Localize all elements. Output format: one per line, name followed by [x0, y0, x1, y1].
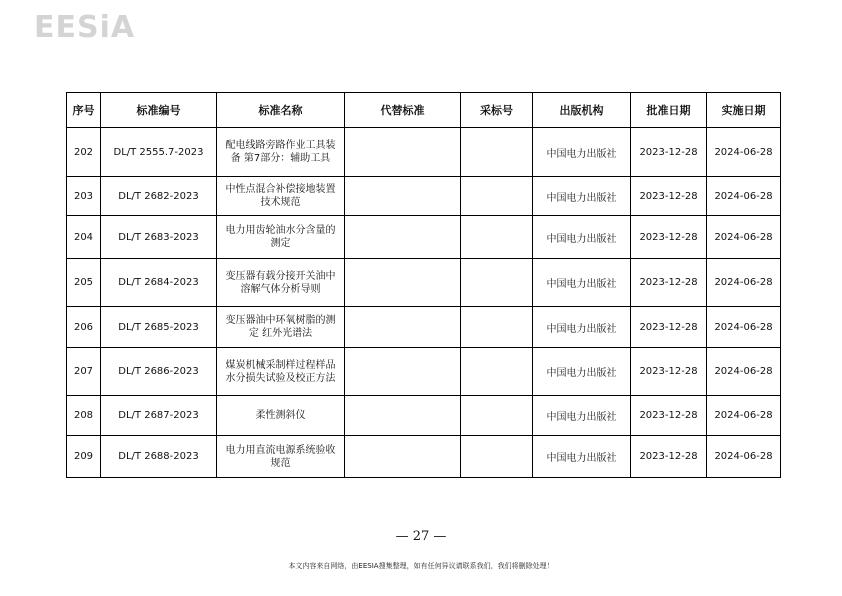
footer-disclaimer: 本文内容来自网络，由EESIA搜集整理，如有任何异议请联系我们，我们将删除处理！ — [288, 562, 554, 570]
cell-replaces — [345, 259, 461, 307]
cell-code: DL/T 2688-2023 — [101, 436, 217, 478]
cell-effective: 2024-06-28 — [707, 396, 781, 436]
cell-publisher: 中国电力出版社 — [533, 396, 631, 436]
cell-replaces — [345, 396, 461, 436]
header-approved: 批准日期 — [631, 93, 707, 128]
cell-no: 209 — [67, 436, 101, 478]
page-number: — 27 — — [395, 529, 447, 544]
cell-approved: 2023-12-28 — [631, 436, 707, 478]
cell-effective: 2024-06-28 — [707, 177, 781, 216]
cell-no: 208 — [67, 396, 101, 436]
header-effective: 实施日期 — [707, 93, 781, 128]
cell-name: 中性点混合补偿接地装置技术规范 — [217, 177, 345, 216]
table-row — [67, 396, 781, 436]
cell-name: 变压器有载分接开关油中溶解气体分析导则 — [217, 259, 345, 307]
cell-no: 205 — [67, 259, 101, 307]
table-row — [67, 307, 781, 348]
cell-replaces — [345, 436, 461, 478]
cell-publisher: 中国电力出版社 — [533, 259, 631, 307]
table-row — [67, 177, 781, 216]
cell-adopted — [461, 348, 533, 396]
cell-code: DL/T 2686-2023 — [101, 348, 217, 396]
header-code: 标准编号 — [101, 93, 217, 128]
cell-name: 变压器油中环氧树脂的测定 红外光谱法 — [217, 307, 345, 348]
eesia-logo: EESiA — [34, 10, 136, 45]
cell-code: DL/T 2687-2023 — [101, 396, 217, 436]
cell-name: 电力用齿轮油水分含量的测定 — [217, 216, 345, 259]
cell-code: DL/T 2555.7-2023 — [101, 128, 217, 177]
cell-name: 电力用直流电源系统验收规范 — [217, 436, 345, 478]
cell-code: DL/T 2683-2023 — [101, 216, 217, 259]
cell-name: 煤炭机械采制样过程样品水分损失试验及校正方法 — [217, 348, 345, 396]
table-row — [67, 436, 781, 478]
cell-no: 206 — [67, 307, 101, 348]
cell-adopted — [461, 216, 533, 259]
table-row — [67, 348, 781, 396]
cell-code: DL/T 2685-2023 — [101, 307, 217, 348]
cell-effective: 2024-06-28 — [707, 259, 781, 307]
cell-replaces — [345, 216, 461, 259]
cell-effective: 2024-06-28 — [707, 128, 781, 177]
table-header-row — [67, 93, 781, 128]
cell-publisher: 中国电力出版社 — [533, 307, 631, 348]
cell-adopted — [461, 307, 533, 348]
table-row — [67, 259, 781, 307]
cell-code: DL/T 2684-2023 — [101, 259, 217, 307]
table-row — [67, 128, 781, 177]
cell-publisher: 中国电力出版社 — [533, 216, 631, 259]
cell-replaces — [345, 348, 461, 396]
cell-no: 202 — [67, 128, 101, 177]
cell-effective: 2024-06-28 — [707, 436, 781, 478]
cell-effective: 2024-06-28 — [707, 307, 781, 348]
cell-adopted — [461, 128, 533, 177]
cell-publisher: 中国电力出版社 — [533, 128, 631, 177]
cell-approved: 2023-12-28 — [631, 307, 707, 348]
cell-no: 207 — [67, 348, 101, 396]
cell-replaces — [345, 128, 461, 177]
cell-approved: 2023-12-28 — [631, 216, 707, 259]
cell-approved: 2023-12-28 — [631, 396, 707, 436]
cell-no: 203 — [67, 177, 101, 216]
cell-publisher: 中国电力出版社 — [533, 348, 631, 396]
cell-code: DL/T 2682-2023 — [101, 177, 217, 216]
table-row — [67, 216, 781, 259]
cell-adopted — [461, 396, 533, 436]
cell-approved: 2023-12-28 — [631, 128, 707, 177]
header-publisher: 出版机构 — [533, 93, 631, 128]
standards-table — [66, 92, 781, 478]
cell-approved: 2023-12-28 — [631, 177, 707, 216]
cell-adopted — [461, 177, 533, 216]
cell-publisher: 中国电力出版社 — [533, 436, 631, 478]
cell-effective: 2024-06-28 — [707, 216, 781, 259]
cell-adopted — [461, 436, 533, 478]
cell-adopted — [461, 259, 533, 307]
cell-name: 配电线路旁路作业工具装备 第7部分：辅助工具 — [217, 128, 345, 177]
header-no: 序号 — [67, 93, 101, 128]
cell-replaces — [345, 307, 461, 348]
header-replaces: 代替标准 — [345, 93, 461, 128]
header-name: 标准名称 — [217, 93, 345, 128]
cell-effective: 2024-06-28 — [707, 348, 781, 396]
cell-approved: 2023-12-28 — [631, 348, 707, 396]
cell-no: 204 — [67, 216, 101, 259]
cell-publisher: 中国电力出版社 — [533, 177, 631, 216]
cell-approved: 2023-12-28 — [631, 259, 707, 307]
header-adopted: 采标号 — [461, 93, 533, 128]
cell-name: 柔性测斜仪 — [217, 396, 345, 436]
cell-replaces — [345, 177, 461, 216]
